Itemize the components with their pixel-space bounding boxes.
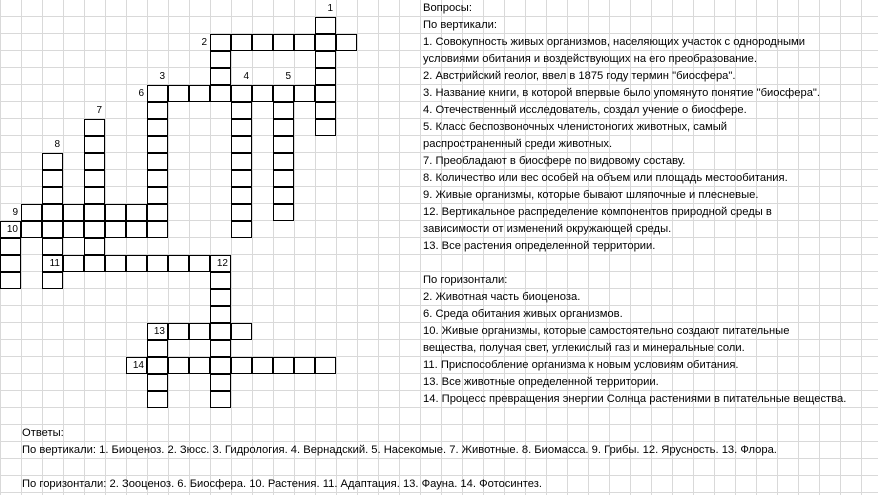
- crossword-cell[interactable]: [147, 187, 168, 204]
- crossword-cell[interactable]: [63, 221, 84, 238]
- vertical-clue-line: условиями обитания и воздействующих на его преобразование.: [423, 53, 758, 65]
- crossword-cell[interactable]: [231, 323, 252, 340]
- crossword-cell[interactable]: [84, 221, 105, 238]
- crossword-cell[interactable]: [147, 374, 168, 391]
- crossword-cell[interactable]: [0, 272, 21, 289]
- clue-number: 1: [327, 3, 333, 14]
- crossword-cell[interactable]: [147, 170, 168, 187]
- crossword-cell[interactable]: [210, 68, 231, 85]
- crossword-cell[interactable]: [84, 255, 105, 272]
- crossword-cell[interactable]: [126, 255, 147, 272]
- crossword-cell[interactable]: [273, 119, 294, 136]
- crossword-cell[interactable]: [147, 119, 168, 136]
- clue-number: 14: [132, 360, 144, 371]
- crossword-cell[interactable]: [294, 357, 315, 374]
- crossword-cell[interactable]: [210, 391, 231, 408]
- crossword-cell[interactable]: [210, 51, 231, 68]
- crossword-cell[interactable]: [42, 221, 63, 238]
- crossword-cell[interactable]: [189, 357, 210, 374]
- clue-number: 12: [216, 258, 228, 269]
- vertical-clue-line: 5. Класс беспозвоночных членистоногих животных, самый: [423, 121, 728, 133]
- crossword-cell[interactable]: [273, 85, 294, 102]
- crossword-cell[interactable]: [84, 136, 105, 153]
- crossword-cell[interactable]: [147, 153, 168, 170]
- vertical-clue-line: 9. Живые организмы, которые бывают шляпочные и плесневые.: [423, 189, 759, 201]
- clue-number: 9: [12, 207, 18, 218]
- crossword-cell[interactable]: [105, 204, 126, 221]
- crossword-cell[interactable]: [252, 357, 273, 374]
- crossword-cell[interactable]: [231, 187, 252, 204]
- crossword-cell[interactable]: [189, 255, 210, 272]
- crossword-cell[interactable]: [315, 34, 336, 51]
- crossword-cell[interactable]: [294, 85, 315, 102]
- crossword-cell[interactable]: [189, 323, 210, 340]
- vertical-clue-line: 4. Отечественный исследователь, создал учение о биосфере.: [423, 104, 747, 116]
- crossword-cell[interactable]: [315, 102, 336, 119]
- crossword-cell[interactable]: [231, 204, 252, 221]
- horizontal-clue-line: 2. Животная часть биоценоза.: [423, 291, 581, 303]
- crossword-cell[interactable]: [105, 255, 126, 272]
- crossword-cell[interactable]: [231, 153, 252, 170]
- answers-vertical: По вертикали: 1. Биоценоз. 2. Зюсс. 3. Гидрология. 4. Вернадский. 5. Насекомые. 7. Животные. 8. Биомасса. 9. Грибы. 12. Ярусность. 13. Флора.: [22, 444, 777, 456]
- horizontal-clue-line: 6. Среда обитания живых организмов.: [423, 308, 623, 320]
- crossword-cell[interactable]: [168, 323, 189, 340]
- crossword-cell[interactable]: [315, 68, 336, 85]
- vertical-clue-line: 3. Название книги, в которой впервые было упомянуто понятие "биосфера".: [423, 87, 821, 99]
- crossword-cell[interactable]: [42, 170, 63, 187]
- crossword-cell[interactable]: [105, 221, 126, 238]
- answers-horizontal: По горизонтали: 2. Зооценоз. 6. Биосфера. 10. Растения. 11. Адаптация. 13. Фауна. 14. Фотосинтез.: [22, 478, 543, 490]
- crossword-cell[interactable]: [273, 357, 294, 374]
- crossword-cell[interactable]: [231, 34, 252, 51]
- horizontal-clue-line: 11. Приспособление организма к новым условиям обитания.: [423, 359, 739, 371]
- crossword-cell[interactable]: [315, 17, 336, 34]
- crossword-cell[interactable]: [210, 323, 231, 340]
- crossword-cell[interactable]: [0, 238, 21, 255]
- crossword-cell[interactable]: [273, 34, 294, 51]
- crossword-cell[interactable]: [0, 255, 21, 272]
- crossword-cell[interactable]: [147, 85, 168, 102]
- crossword-cell[interactable]: [210, 340, 231, 357]
- vertical-clue-line: 1. Совокупность живых организмов, населяющих участок с однородными: [423, 36, 805, 48]
- crossword-cell[interactable]: [315, 357, 336, 374]
- crossword-cell[interactable]: [21, 221, 42, 238]
- crossword-cell[interactable]: [210, 374, 231, 391]
- clue-number: 2: [201, 37, 207, 48]
- crossword-cell[interactable]: [147, 340, 168, 357]
- crossword-cell[interactable]: [273, 136, 294, 153]
- crossword-cell[interactable]: [210, 34, 231, 51]
- vertical-heading: По вертикали:: [423, 19, 498, 31]
- crossword-cell[interactable]: [231, 357, 252, 374]
- clue-number: 10: [6, 224, 18, 235]
- horizontal-clue-line: вещества, получая свет, углекислый газ и минеральные соли.: [423, 342, 745, 354]
- crossword-cell[interactable]: [168, 357, 189, 374]
- horizontal-clue-line: 13. Все животные определенной территории.: [423, 376, 659, 388]
- crossword-cell[interactable]: [42, 153, 63, 170]
- crossword-cell[interactable]: [84, 238, 105, 255]
- clue-number: 4: [243, 71, 249, 82]
- clue-number: 8: [54, 139, 60, 150]
- crossword-cell[interactable]: [63, 255, 84, 272]
- crossword-cell[interactable]: [84, 170, 105, 187]
- answers-heading: Ответы:: [22, 427, 64, 439]
- crossword-cell[interactable]: [273, 204, 294, 221]
- crossword-cell[interactable]: [210, 85, 231, 102]
- vertical-clue-line: 2. Австрийский геолог, ввел в 1875 году термин "биосфера".: [423, 70, 736, 82]
- clue-number: 5: [285, 71, 291, 82]
- crossword-cell[interactable]: [84, 153, 105, 170]
- crossword-cell[interactable]: [315, 119, 336, 136]
- crossword-cell[interactable]: [147, 357, 168, 374]
- crossword-cell[interactable]: [273, 187, 294, 204]
- crossword-cell[interactable]: [126, 221, 147, 238]
- crossword-cell[interactable]: [231, 85, 252, 102]
- crossword-cell[interactable]: [42, 272, 63, 289]
- vertical-clue-line: 7. Преобладают в биосфере по видовому составу.: [423, 155, 686, 167]
- clue-number: 7: [96, 105, 102, 116]
- crossword-cell[interactable]: [273, 153, 294, 170]
- horizontal-clue-line: 14. Процесс превращения энергии Солнца растениями в питательные вещества.: [423, 393, 847, 405]
- crossword-cell[interactable]: [315, 85, 336, 102]
- crossword-cell[interactable]: [210, 289, 231, 306]
- crossword-cell[interactable]: [147, 391, 168, 408]
- crossword-cell[interactable]: [84, 187, 105, 204]
- vertical-clue-line: 13. Все растения определенной территории.: [423, 240, 656, 252]
- clue-number: 13: [153, 326, 165, 337]
- crossword-cell[interactable]: [147, 221, 168, 238]
- crossword-cell[interactable]: [42, 187, 63, 204]
- crossword-cell[interactable]: [252, 85, 273, 102]
- crossword-cell[interactable]: [84, 204, 105, 221]
- crossword-cell[interactable]: [231, 119, 252, 136]
- vertical-clue-line: распространенный среди животных.: [423, 138, 613, 150]
- crossword-cell[interactable]: [42, 204, 63, 221]
- horizontal-clue-line: 10. Живые организмы, которые самостоятельно создают питательные: [423, 325, 790, 337]
- crossword-cell[interactable]: [21, 204, 42, 221]
- crossword-cell[interactable]: [147, 255, 168, 272]
- vertical-clue-line: 12. Вертикальное распределение компонентов природной среды в: [423, 206, 772, 218]
- vertical-clue-line: зависимости от изменений окружающей среды.: [423, 223, 672, 235]
- questions-title: Вопросы:: [423, 2, 472, 14]
- crossword-cell[interactable]: [294, 34, 315, 51]
- crossword-cell[interactable]: [252, 34, 273, 51]
- crossword-cell[interactable]: [231, 136, 252, 153]
- horizontal-heading: По горизонтали:: [423, 274, 508, 286]
- crossword-cell[interactable]: [147, 102, 168, 119]
- crossword-cell[interactable]: [210, 272, 231, 289]
- clue-number: 11: [49, 258, 60, 269]
- crossword-cell[interactable]: [231, 102, 252, 119]
- crossword-cell[interactable]: [210, 306, 231, 323]
- crossword-cell[interactable]: [84, 119, 105, 136]
- clue-number: 3: [159, 71, 165, 82]
- crossword-cell[interactable]: [63, 204, 84, 221]
- crossword-cell[interactable]: [126, 204, 147, 221]
- crossword-cell[interactable]: [273, 170, 294, 187]
- crossword-cell[interactable]: [210, 357, 231, 374]
- vertical-clue-line: 8. Количество или вес особей на объем или площадь местообитания.: [423, 172, 788, 184]
- crossword-cell[interactable]: [168, 85, 189, 102]
- crossword-cell[interactable]: [147, 136, 168, 153]
- crossword-cell[interactable]: [273, 102, 294, 119]
- clue-number: 6: [138, 88, 144, 99]
- crossword-cell[interactable]: [231, 221, 252, 238]
- crossword-grid: [0, 0, 410, 420]
- crossword-cell[interactable]: [189, 85, 210, 102]
- crossword-cell[interactable]: [168, 255, 189, 272]
- crossword-cell[interactable]: [231, 170, 252, 187]
- crossword-cell[interactable]: [315, 51, 336, 68]
- crossword-cell[interactable]: [147, 204, 168, 221]
- crossword-cell[interactable]: [42, 238, 63, 255]
- crossword-cell[interactable]: [336, 34, 357, 51]
